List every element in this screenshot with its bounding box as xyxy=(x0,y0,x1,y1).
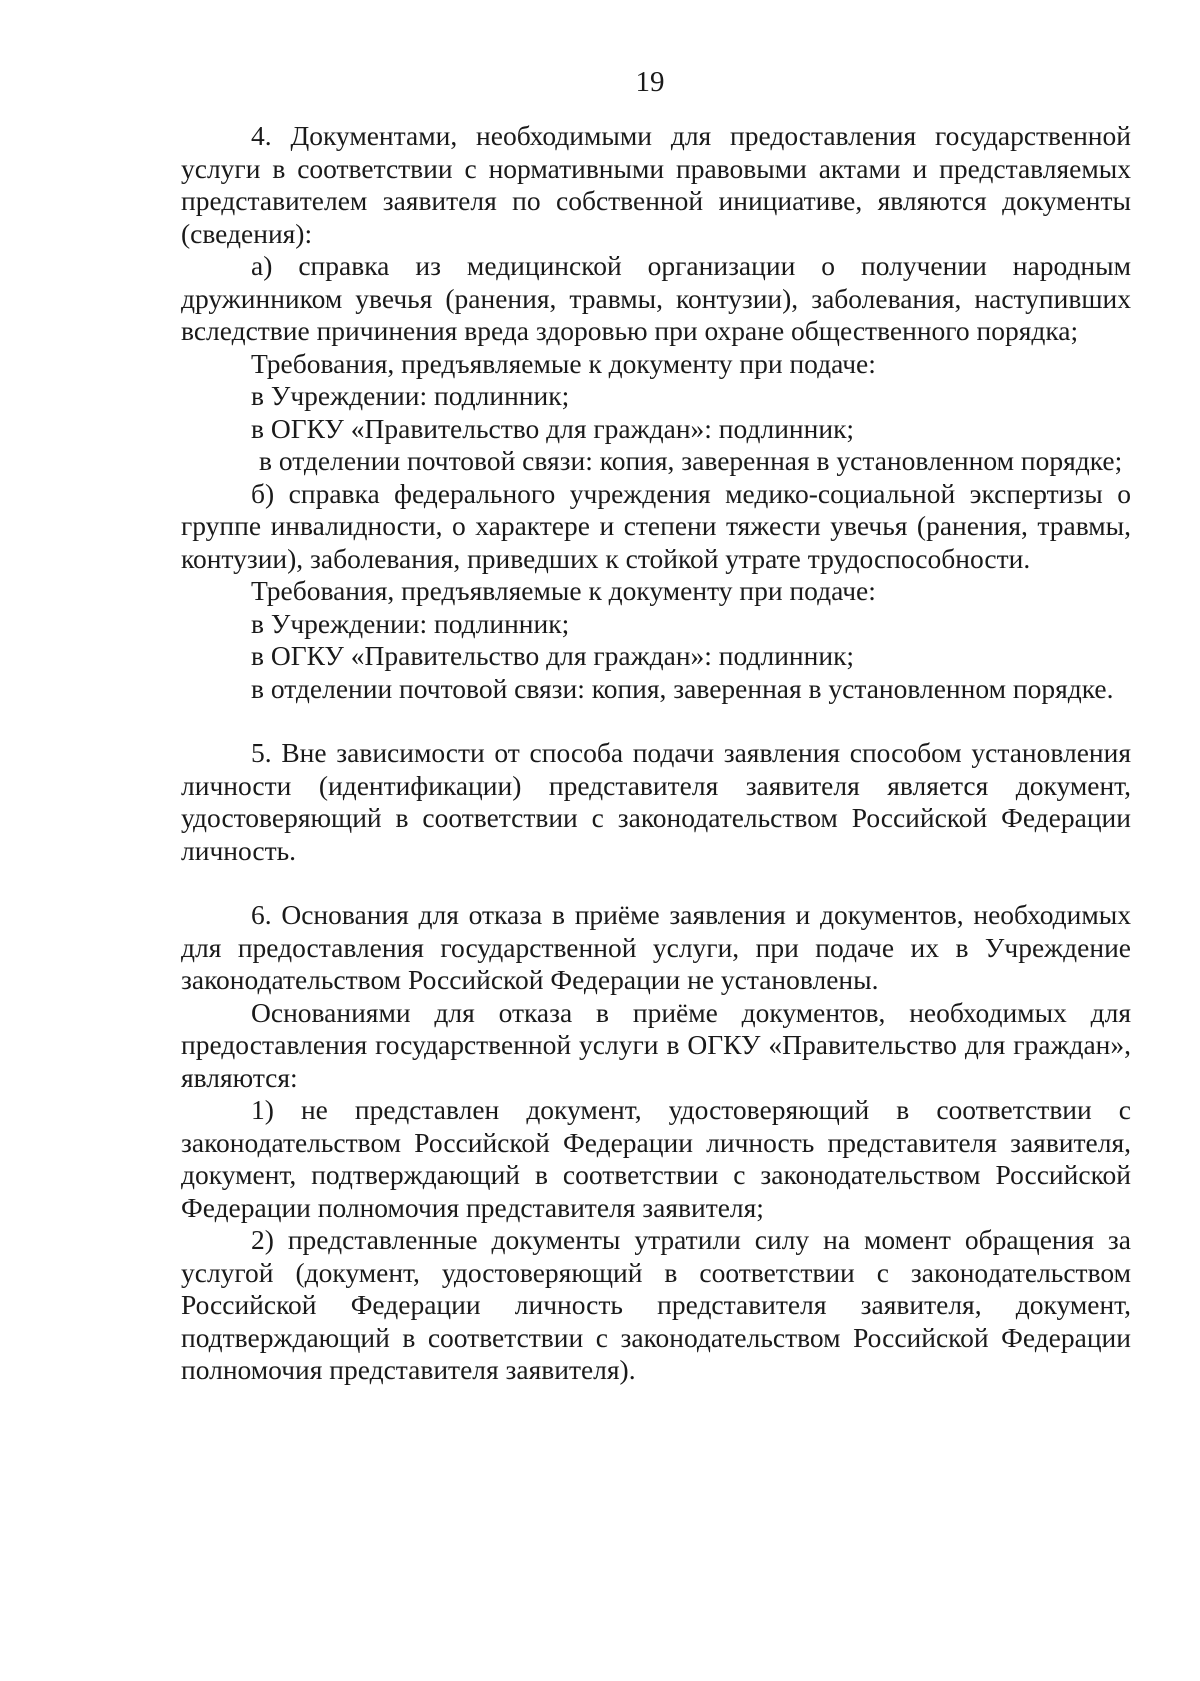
paragraph-4b-post: в отделении почтовой связи: копия, заверенная в установленном порядке. xyxy=(251,672,1114,704)
paragraph-6-grounds: Основаниями для отказа в приёме документов, необходимых для предоставления государственной услуги в ОГКУ «Правительство для граждан», являются: xyxy=(181,996,1131,1093)
paragraph-6-item-1: 1) не представлен документ, удостоверяющий в соответствии с законодательством Российской Федерации личность представителя заявителя, документ, подтверждающий в соответствии с законодательством Российской Федерации полномочия представителя заявителя; xyxy=(181,1094,1131,1223)
paragraph-4: 4. Документами, необходимыми для предоставления государственной услуги в соответствии с нормативными правовыми актами и представляемых представителем заявителя по собственной инициативе, являются документы (сведения): xyxy=(181,120,1131,249)
paragraph-4a-institution: в Учреждении: подлинник; xyxy=(251,380,570,411)
paragraph-4a-post: в отделении почтовой связи: копия, заверенная в установленном порядке; xyxy=(259,445,1123,476)
paragraph-4b-institution: в Учреждении: подлинник; xyxy=(251,607,570,639)
paragraph-6-item-2: 2) представленные документы утратили силу на момент обращения за услугой (документ, удостоверяющий в соответствии с законодательством Российской Федерации личность представителя заявителя, документ, подтверждающий в соответствии с законодательством Российской Федерации полномочия представителя заявителя). xyxy=(181,1224,1131,1385)
paragraph-6: 6. Основания для отказа в приёме заявления и документов, необходимых для предоставления государственной услуги, при подаче их в Учреждение законодательством Российской Федерации не установлены. xyxy=(181,899,1131,995)
paragraph-4a-requirements: Требования, предъявляемые к документу при подаче: xyxy=(251,347,876,379)
paragraph-4a-ogku: в ОГКУ «Правительство для граждан»: подлинник; xyxy=(251,412,855,444)
paragraph-5: 5. Вне зависимости от способа подачи заявления способом установления личности (идентификации) представителя заявителя является документ, удостоверяющий в соответствии с законодательством Российской Федерации личность. xyxy=(181,737,1131,866)
paragraph-4b-ogku: в ОГКУ «Правительство для граждан»: подлинник; xyxy=(251,640,855,671)
paragraph-4b: б) справка федерального учреждения медико-социальной экспертизы о группе инвалидности, о характере и степени тяжести увечья (ранения, травмы, контузии), заболевания, приведших к стойкой утрате трудоспособности. xyxy=(181,477,1131,574)
section-gap xyxy=(181,705,1131,737)
document-body xyxy=(181,120,1131,1387)
section-gap xyxy=(181,867,1131,899)
paragraph-4a: а) справка из медицинской организации о получении народным дружинником увечья (ранения, травмы, контузии), заболевания, наступивших вследствие причинения вреда здоровью при охране общественного порядка; xyxy=(181,250,1131,346)
page-number: 19 xyxy=(635,66,665,98)
paragraph-4b-requirements: Требования, предъявляемые к документу при подаче: xyxy=(251,575,876,606)
